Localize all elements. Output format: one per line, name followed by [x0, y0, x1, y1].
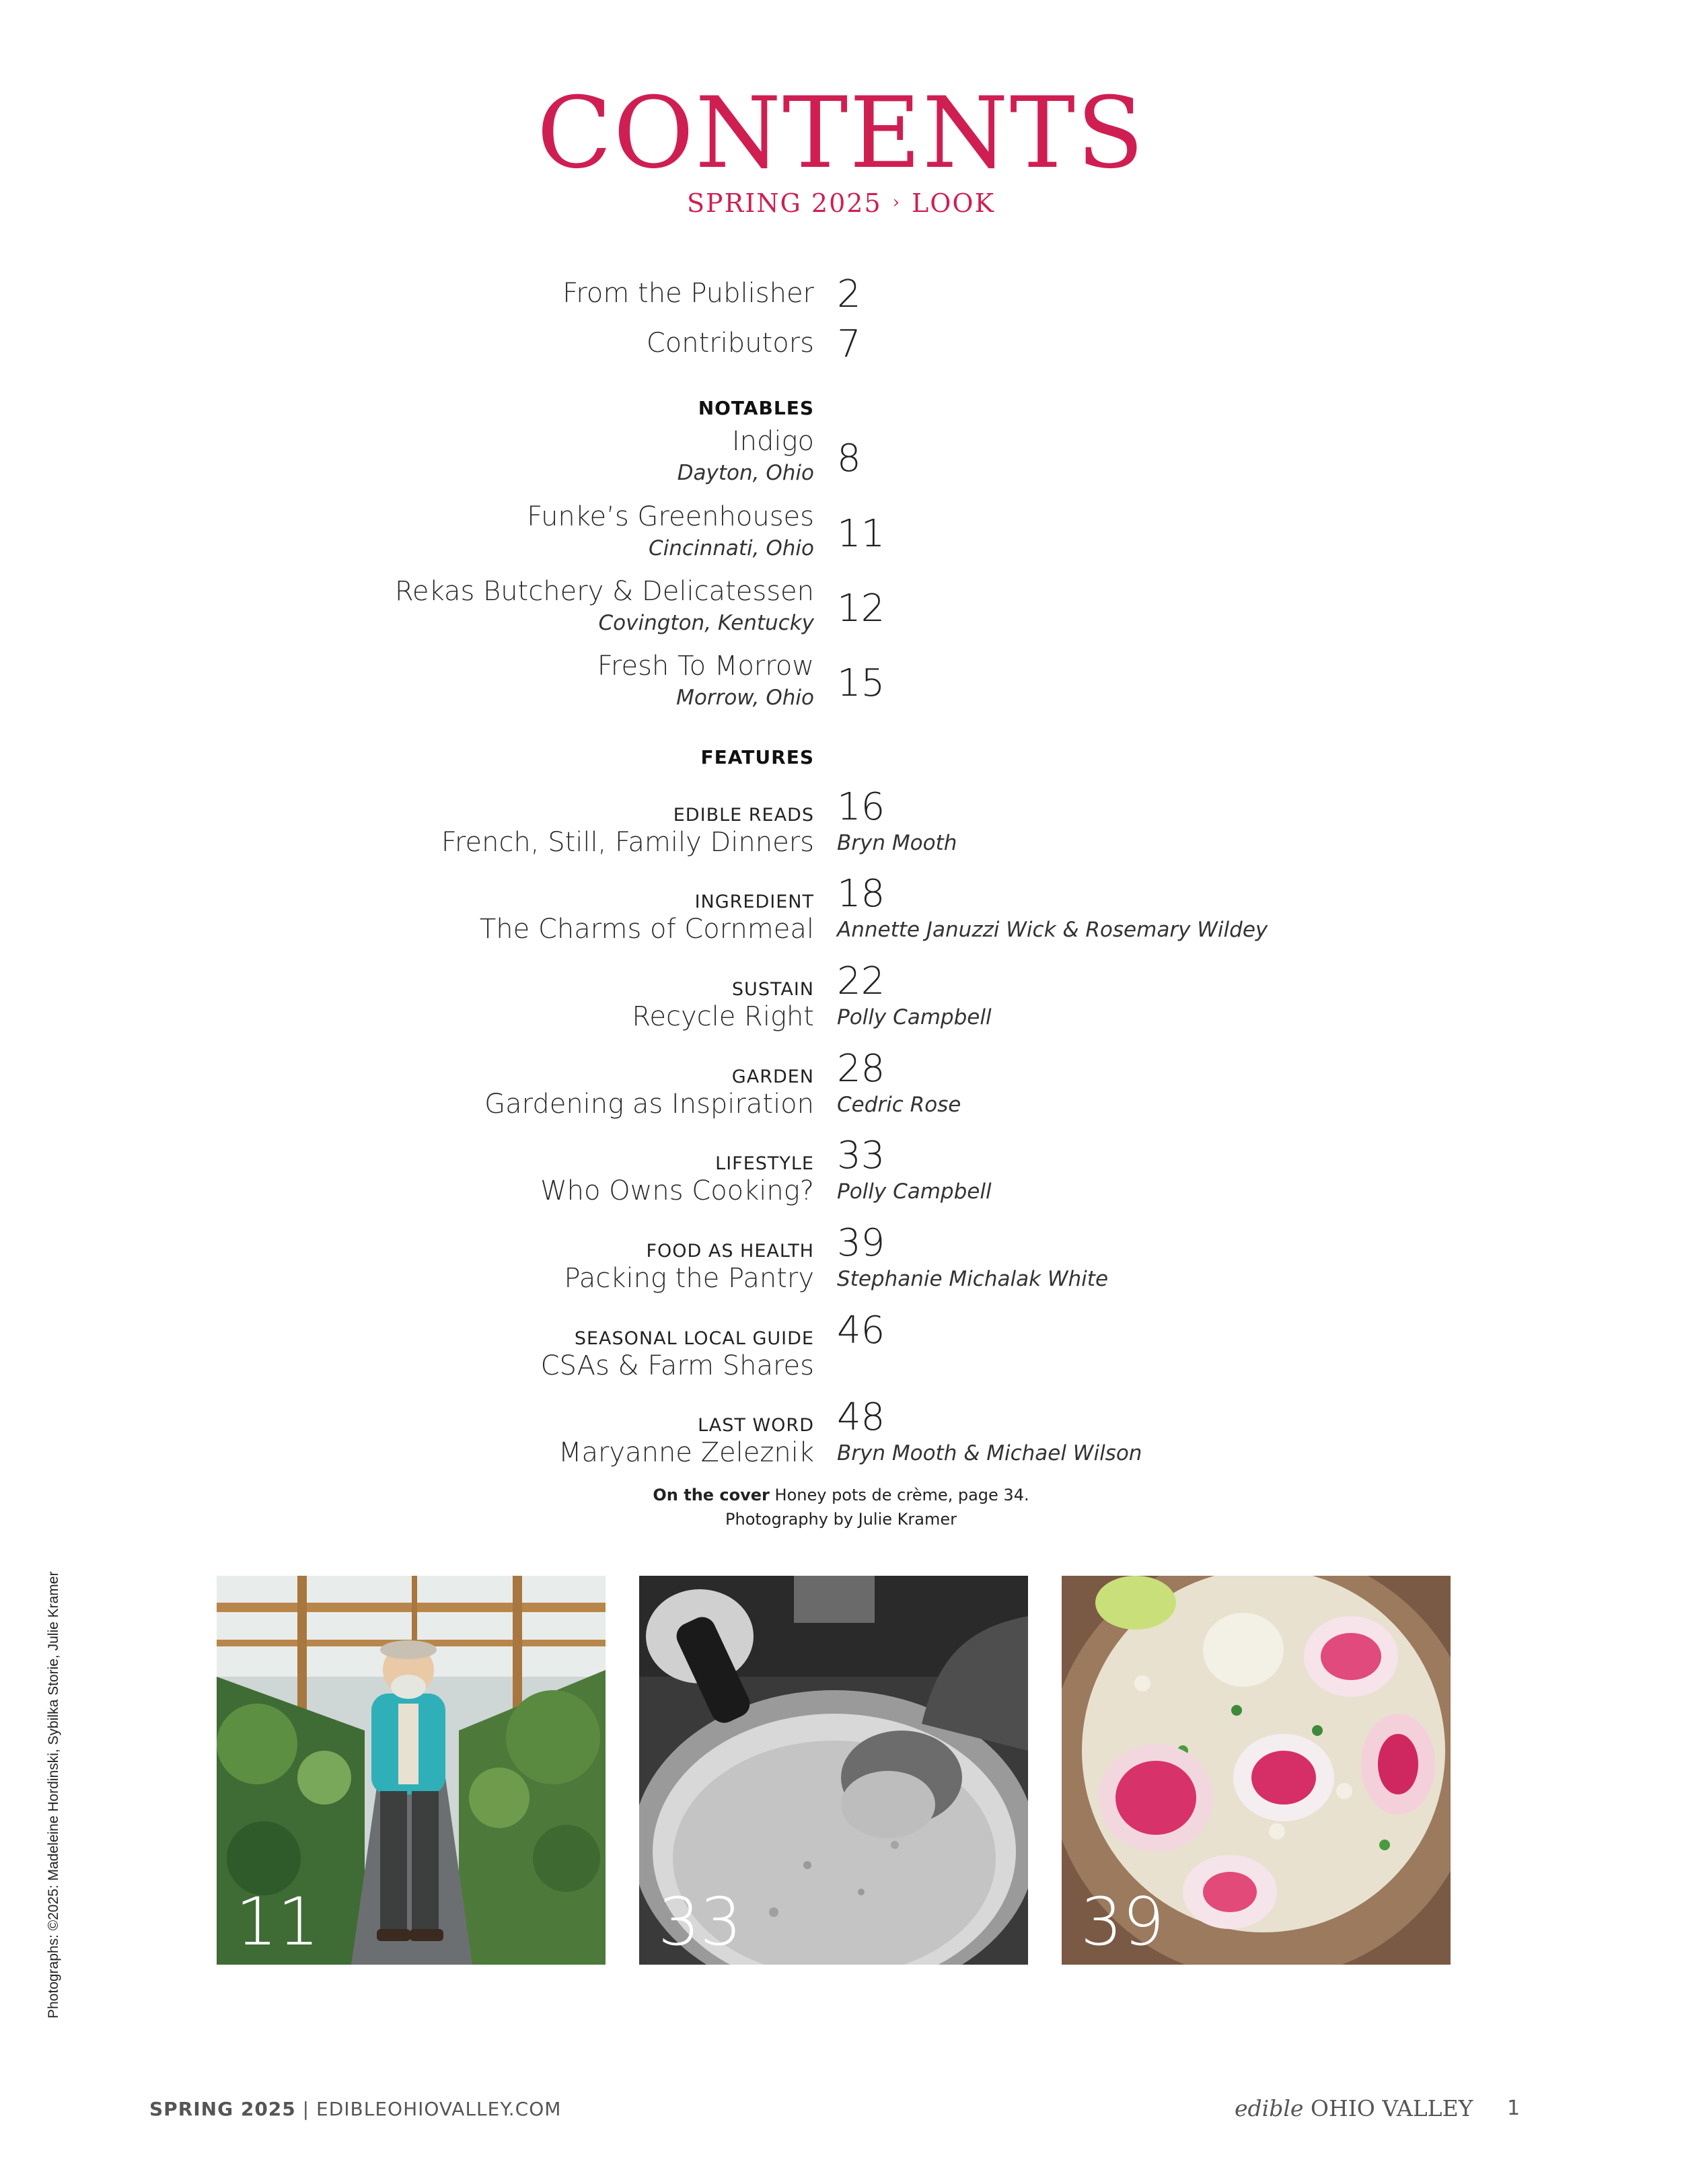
- notable-title[interactable]: Rekas Butchery & Delicatessen: [394, 576, 814, 607]
- issue-subtitle: [0, 188, 1682, 218]
- notable-page[interactable]: 15: [837, 661, 885, 705]
- subtitle-separator: ›: [892, 192, 902, 213]
- notable-location: Cincinnati, Ohio: [649, 536, 814, 560]
- cover-label: On the cover: [653, 1486, 770, 1504]
- feature-title[interactable]: French, Still, Family Dinners: [441, 827, 814, 858]
- feature-title[interactable]: Maryanne Zeleznik: [558, 1437, 814, 1468]
- feature-page[interactable]: 39: [837, 1221, 885, 1265]
- toc-title-contributors[interactable]: Contributors: [646, 328, 814, 359]
- toc-title-publisher[interactable]: From the Publisher: [562, 278, 814, 309]
- footer-left: [149, 2098, 561, 2120]
- feature-column: FOOD AS HEALTH: [646, 1241, 814, 1262]
- feature-author: Annette Januzzi Wick & Rosemary Wildey: [837, 918, 1268, 942]
- feature-author: Bryn Mooth: [837, 831, 957, 855]
- photo-credits: Photographs: ©2025: Madeleine Hordinski, Sybilka Storie, Julie Kramer: [46, 1571, 61, 2018]
- footer-season: SPRING 2025: [149, 2098, 296, 2120]
- toc-page-publisher[interactable]: 2: [837, 272, 861, 316]
- photo-page-number: 33: [658, 1884, 742, 1961]
- feature-column: EDIBLE READS: [673, 805, 814, 826]
- feature-column: SUSTAIN: [731, 979, 814, 1000]
- feature-page[interactable]: 48: [837, 1395, 885, 1439]
- page-number: 1: [1507, 2097, 1521, 2120]
- notable-page[interactable]: 12: [837, 587, 885, 630]
- feature-author: Polly Campbell: [837, 1005, 992, 1029]
- brand-edible: edible: [1235, 2095, 1304, 2121]
- notable-title[interactable]: Indigo: [731, 426, 814, 457]
- photo-greenhouse[interactable]: [217, 1576, 606, 1965]
- page-title: CONTENTS: [536, 76, 1146, 190]
- feature-title[interactable]: Recycle Right: [632, 1001, 814, 1032]
- photo-salad[interactable]: [1062, 1576, 1451, 1965]
- cover-photo-credit: Photography by Julie Kramer: [725, 1510, 957, 1529]
- notable-location: Morrow, Ohio: [676, 686, 814, 710]
- feature-page[interactable]: 28: [837, 1047, 885, 1091]
- cover-note: [0, 1486, 1682, 1504]
- feature-author: Bryn Mooth & Michael Wilson: [837, 1441, 1142, 1465]
- notable-title[interactable]: Fresh To Morrow: [597, 651, 814, 682]
- brand-name: OHIO VALLEY: [1310, 2095, 1473, 2121]
- feature-column: SEASONAL LOCAL GUIDE: [574, 1328, 814, 1349]
- feature-page[interactable]: 22: [837, 959, 885, 1003]
- feature-author: Polly Campbell: [837, 1179, 992, 1204]
- feature-page[interactable]: 18: [837, 872, 885, 916]
- cover-text: Honey pots de crème, page 34.: [774, 1486, 1029, 1504]
- notable-title[interactable]: Funke’s Greenhouses: [527, 501, 814, 532]
- footer-divider: |: [302, 2098, 310, 2120]
- footer-brand: [1235, 2095, 1473, 2121]
- photo-page-number: 39: [1081, 1884, 1165, 1961]
- photo-page-number: 11: [235, 1884, 320, 1961]
- feature-column: LIFESTYLE: [715, 1153, 814, 1174]
- feature-column: LAST WORD: [698, 1415, 814, 1436]
- section-heading-features: FEATURES: [700, 746, 814, 768]
- feature-author: Stephanie Michalak White: [837, 1267, 1109, 1291]
- feature-page[interactable]: 16: [837, 785, 885, 829]
- feature-page[interactable]: 46: [837, 1309, 885, 1352]
- notable-location: Dayton, Ohio: [677, 461, 814, 485]
- issue-season: SPRING 2025: [687, 188, 882, 218]
- issue-theme: LOOK: [912, 188, 995, 218]
- notable-page[interactable]: 8: [837, 437, 861, 480]
- feature-title[interactable]: The Charms of Cornmeal: [479, 914, 814, 945]
- feature-column: INGREDIENT: [694, 891, 814, 912]
- notable-location: Covington, Kentucky: [598, 611, 814, 635]
- feature-author: Cedric Rose: [837, 1093, 961, 1117]
- feature-title[interactable]: Gardening as Inspiration: [484, 1089, 814, 1120]
- feature-column: GARDEN: [731, 1066, 814, 1087]
- feature-title[interactable]: Who Owns Cooking?: [540, 1175, 814, 1206]
- photo-dough[interactable]: [639, 1576, 1028, 1965]
- section-heading-notables: NOTABLES: [698, 397, 814, 419]
- feature-page[interactable]: 33: [837, 1134, 885, 1177]
- feature-title[interactable]: Packing the Pantry: [564, 1263, 814, 1294]
- footer-website[interactable]: EDIBLEOHIOVALLEY.COM: [316, 2098, 562, 2120]
- notable-page[interactable]: 11: [837, 512, 885, 556]
- feature-title[interactable]: CSAs & Farm Shares: [540, 1350, 814, 1381]
- toc-page-contributors[interactable]: 7: [837, 322, 861, 366]
